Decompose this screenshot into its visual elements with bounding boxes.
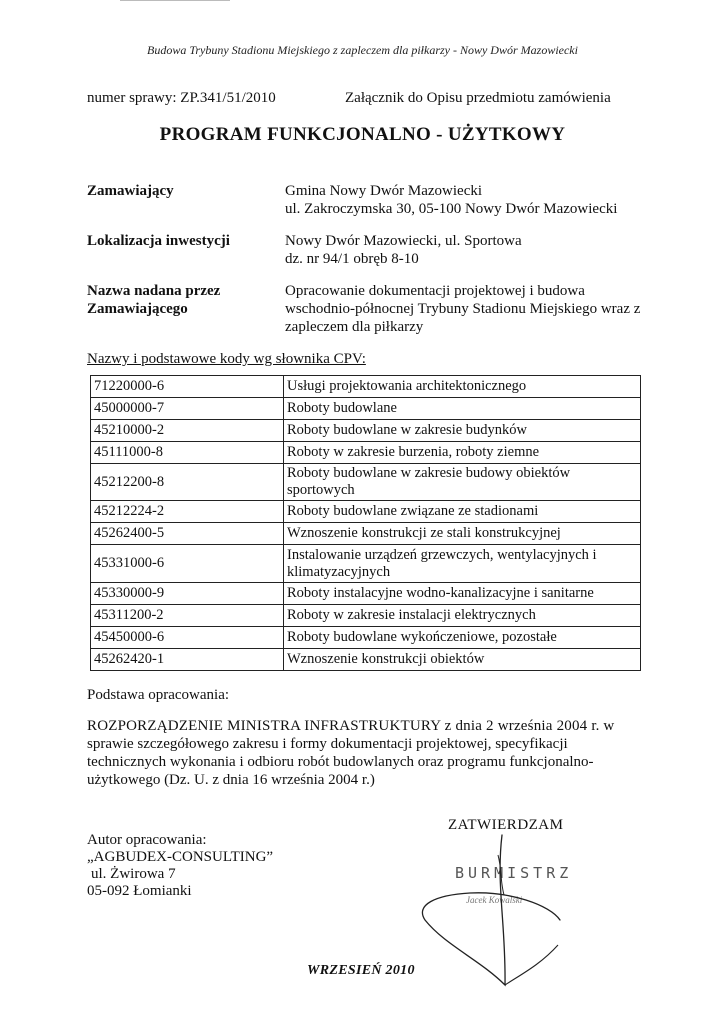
cpv-name: Roboty budowlane związane ze stadionami xyxy=(284,501,641,523)
attachment-note: Załącznik do Opisu przedmiotu zamówienia xyxy=(345,90,611,106)
project-header: Budowa Trybuny Stadionu Miejskiego z zapleczem dla piłkarzy - Nowy Dwór Mazowiecki xyxy=(147,43,578,57)
table-row xyxy=(91,627,641,649)
stamp-name: Jacek Kowalski xyxy=(466,895,523,905)
table-row xyxy=(91,464,641,501)
project-name-line-2: wschodnio-północnej Trybuny Stadionu Miejskiego wraz z xyxy=(285,301,641,317)
cpv-name: Roboty budowlane w zakresie budowy obiektów sportowych xyxy=(284,464,641,501)
cpv-code: 45212200-8 xyxy=(91,464,284,501)
cpv-name: Roboty w zakresie burzenia, roboty ziemne xyxy=(284,442,641,464)
cpv-code: 45000000-7 xyxy=(91,398,284,420)
cpv-name: Usługi projektowania architektonicznego xyxy=(284,376,641,398)
client-address: ul. Zakroczymska 30, 05-100 Nowy Dwór Mazowiecki xyxy=(285,201,618,217)
cpv-code: 71220000-6 xyxy=(91,376,284,398)
regulation-text: w sprawie szczegółowego zakresu i formy dokumentacji projektowej, specyfikacji technicznych wykonania i odbioru robót budowlanych oraz programu funkcjonalno-użytkowego (Dz. U. z dnia 16 września 2004 r.) xyxy=(87,718,615,788)
basis-label: Podstawa opracowania: xyxy=(87,687,230,703)
scan-edge-line xyxy=(120,0,230,1)
document-title: PROGRAM FUNKCJONALNO - UŻYTKOWY xyxy=(159,124,566,145)
project-name-label-line-1: Nazwa nadana przez xyxy=(87,283,221,299)
cpv-name: Wznoszenie konstrukcji ze stali konstrukcyjnej xyxy=(284,523,641,545)
cpv-name: Roboty budowlane w zakresie budynków xyxy=(284,420,641,442)
client-name: Gmina Nowy Dwór Mazowiecki xyxy=(285,183,483,199)
table-row xyxy=(91,420,641,442)
cpv-code: 45210000-2 xyxy=(91,420,284,442)
cpv-heading: Nazwy i podstawowe kody wg słownika CPV: xyxy=(87,351,366,367)
cpv-name: Instalowanie urządzeń grzewczych, wentylacyjnych i klimatyzacyjnych xyxy=(284,545,641,583)
project-name-line-3: zapleczem dla piłkarzy xyxy=(285,319,424,335)
cpv-code: 45111000-8 xyxy=(91,442,284,464)
cpv-code: 45330000-9 xyxy=(91,583,284,605)
table-row xyxy=(91,523,641,545)
cpv-table xyxy=(90,375,641,671)
author-street: ul. Żwirowa 7 xyxy=(91,866,176,882)
approval-label: ZATWIERDZAM xyxy=(448,817,564,833)
cpv-name: Roboty budowlane wykończeniowe, pozostałe xyxy=(284,627,641,649)
handwritten-signature xyxy=(410,825,590,995)
cpv-code: 45262400-5 xyxy=(91,523,284,545)
table-row xyxy=(91,376,641,398)
cpv-name: Roboty w zakresie instalacji elektrycznych xyxy=(284,605,641,627)
project-name-label xyxy=(87,282,220,318)
location-parcel: dz. nr 94/1 obręb 8-10 xyxy=(285,251,419,267)
table-row xyxy=(91,398,641,420)
client-value xyxy=(285,182,675,218)
cpv-code: 45331000-6 xyxy=(91,545,284,583)
table-row xyxy=(91,442,641,464)
table-row xyxy=(91,583,641,605)
location-street: Nowy Dwór Mazowiecki, ul. Sportowa xyxy=(285,233,522,249)
basis-text xyxy=(87,717,647,789)
project-name-line-1: Opracowanie dokumentacji projektowej i budowa xyxy=(285,283,585,299)
cpv-code: 45450000-6 xyxy=(91,627,284,649)
cpv-code: 45311200-2 xyxy=(91,605,284,627)
author-city: 05-092 Łomianki xyxy=(87,883,192,899)
table-row xyxy=(91,649,641,671)
author-company: „AGBUDEX-CONSULTING” xyxy=(87,849,274,865)
author-label: Autor opracowania: xyxy=(87,832,207,848)
case-number: numer sprawy: ZP.341/51/2010 xyxy=(87,90,276,106)
client-label: Zamawiający xyxy=(87,183,174,199)
mayor-stamp: BURMISTRZ xyxy=(455,864,573,882)
location-label: Lokalizacja inwestycji xyxy=(87,233,230,249)
cpv-name: Roboty instalacyjne wodno-kanalizacyjne i sanitarne xyxy=(284,583,641,605)
project-name-label-line-2: Zamawiającego xyxy=(87,301,188,317)
table-row xyxy=(91,545,641,583)
table-row xyxy=(91,501,641,523)
cpv-name: Wznoszenie konstrukcji obiektów xyxy=(284,649,641,671)
cpv-name: Roboty budowlane xyxy=(284,398,641,420)
regulation-title: ROZPORZĄDZENIE MINISTRA INFRASTRUKTURY z dnia 2 września 2004 r. xyxy=(87,718,600,734)
cpv-code: 45212224-2 xyxy=(91,501,284,523)
project-name-value xyxy=(285,282,675,336)
table-row xyxy=(91,605,641,627)
location-value xyxy=(285,232,675,268)
author-block xyxy=(87,832,273,900)
cpv-code: 45262420-1 xyxy=(91,649,284,671)
document-date: WRZESIEŃ 2010 xyxy=(307,963,415,978)
